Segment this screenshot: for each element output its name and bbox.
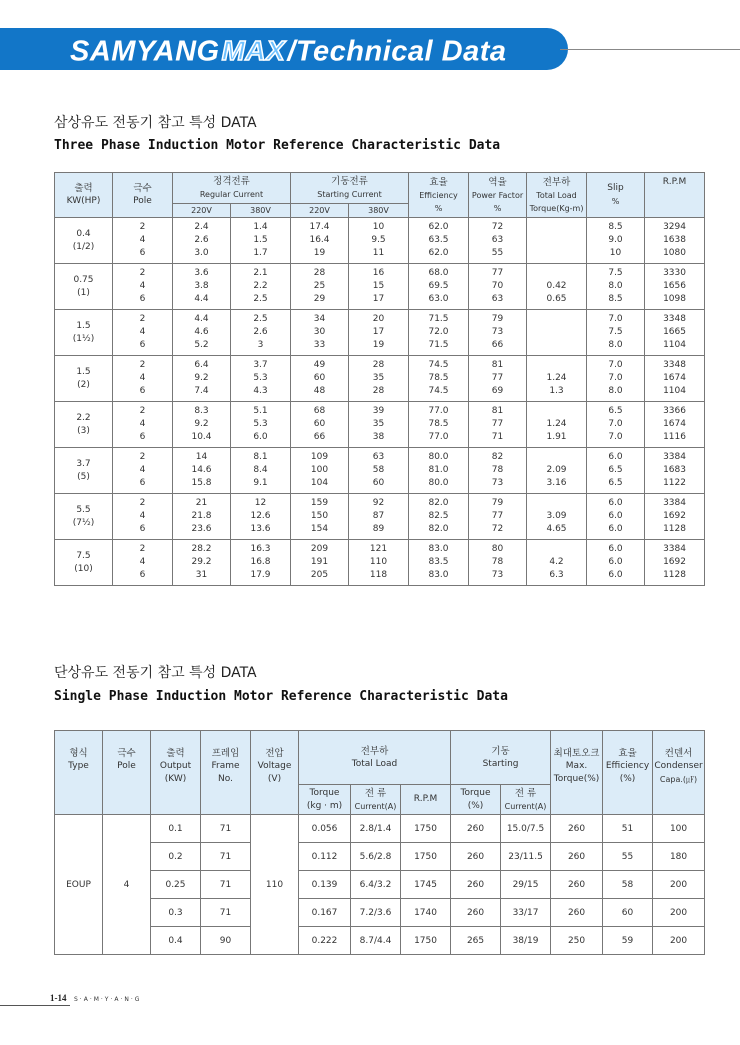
output-cell: 0.25 — [151, 871, 201, 899]
table-row — [55, 871, 705, 899]
eff-cell: 71.5 72.0 71.5 — [409, 310, 469, 356]
r220-cell: 14 14.6 15.8 — [173, 448, 231, 494]
torque-cell: 0.222 — [299, 927, 351, 955]
output-cell: 1.5 (1½) — [55, 310, 113, 356]
frame-cell: 71 — [201, 843, 251, 871]
col-max-torque: 최대토오크 Max. Torque(%) — [551, 731, 603, 815]
pole-cell: 2 4 6 — [113, 310, 173, 356]
col-condenser: 컨덴서 Condenser Capa.(㎌) — [653, 731, 705, 815]
max-logo: MAX — [221, 35, 286, 67]
table-row — [55, 264, 705, 310]
table-row — [55, 815, 705, 843]
output-cell: 0.4 — [151, 927, 201, 955]
table-row — [55, 540, 705, 586]
output-cell: 0.2 — [151, 843, 201, 871]
table-row — [55, 402, 705, 448]
current-cell: 6.4/3.2 — [351, 871, 401, 899]
output-cell: 2.2 (3) — [55, 402, 113, 448]
rpm-cell: 3366 1674 1116 — [645, 402, 705, 448]
torque-cell: 0.42 0.65 — [527, 264, 587, 310]
slip-cell: 7.5 8.0 8.5 — [587, 264, 645, 310]
pf-cell: 79 77 72 — [469, 494, 527, 540]
max-cell: 260 — [551, 815, 603, 843]
slip-cell: 6.5 7.0 7.0 — [587, 402, 645, 448]
col-slip: Slip % — [587, 173, 645, 218]
header-rule — [560, 49, 740, 50]
s380-cell: 28 35 28 — [349, 356, 409, 402]
table-row — [55, 310, 705, 356]
st_current-cell: 33/17 — [501, 899, 551, 927]
eff-cell: 55 — [603, 843, 653, 871]
r220-cell: 4.4 4.6 5.2 — [173, 310, 231, 356]
torque-cell: 2.09 3.16 — [527, 448, 587, 494]
col-starting-380v: 380V — [349, 204, 409, 218]
table-row — [55, 927, 705, 955]
r220-cell: 6.4 9.2 7.4 — [173, 356, 231, 402]
pf-cell: 79 73 66 — [469, 310, 527, 356]
st_torque-cell: 260 — [451, 843, 501, 871]
r380-cell: 12 12.6 13.6 — [231, 494, 291, 540]
brand-name: SAMYANG — [70, 35, 220, 68]
col-starting-220v: 220V — [291, 204, 349, 218]
frame-cell: 71 — [201, 899, 251, 927]
st_current-cell: 23/11.5 — [501, 843, 551, 871]
pole-cell: 2 4 6 — [113, 540, 173, 586]
r380-cell: 1.4 1.5 1.7 — [231, 218, 291, 264]
eff-cell: 77.0 78.5 77.0 — [409, 402, 469, 448]
rpm-cell: 3384 1692 1128 — [645, 540, 705, 586]
col-regular-220v: 220V — [173, 204, 231, 218]
eff-cell: 74.5 78.5 74.5 — [409, 356, 469, 402]
three-phase-title-kr: 삼상유도 전동기 참고 특성 DATA — [54, 115, 257, 131]
single-phase-table — [54, 730, 705, 955]
torque-cell: 4.2 6.3 — [527, 540, 587, 586]
col-regular-current: 정격전류 Regular Current — [173, 173, 291, 204]
r380-cell: 2.1 2.2 2.5 — [231, 264, 291, 310]
pole-cell: 4 — [103, 815, 151, 955]
col-voltage: 전압 Voltage (V) — [251, 731, 299, 815]
rpm-cell: 3384 1683 1122 — [645, 448, 705, 494]
s380-cell: 10 9.5 11 — [349, 218, 409, 264]
single-phase-title-kr: 단상유도 전동기 참고 특성 DATA — [54, 665, 257, 681]
torque-cell — [527, 218, 587, 264]
s380-cell: 16 15 17 — [349, 264, 409, 310]
pole-cell: 2 4 6 — [113, 264, 173, 310]
slip-cell: 6.0 6.0 6.0 — [587, 540, 645, 586]
page-title: /Technical Data — [287, 35, 507, 68]
st_current-cell: 38/19 — [501, 927, 551, 955]
table-row — [55, 494, 705, 540]
col-load-torque: Torque (kg · m) — [299, 785, 351, 815]
pole-cell: 2 4 6 — [113, 494, 173, 540]
r220-cell: 8.3 9.2 10.4 — [173, 402, 231, 448]
s220-cell: 28 25 29 — [291, 264, 349, 310]
type-cell: EOUP — [55, 815, 103, 955]
output-cell: 0.1 — [151, 815, 201, 843]
pole-cell: 2 4 6 — [113, 356, 173, 402]
eff-cell: 62.0 63.5 62.0 — [409, 218, 469, 264]
col-efficiency: 효율 Efficiency % — [409, 173, 469, 218]
max-cell: 260 — [551, 843, 603, 871]
col-frame: 프레임 Frame No. — [201, 731, 251, 815]
st_torque-cell: 265 — [451, 927, 501, 955]
rpm-cell: 3294 1638 1080 — [645, 218, 705, 264]
current-cell: 8.7/4.4 — [351, 927, 401, 955]
slip-cell: 6.0 6.5 6.5 — [587, 448, 645, 494]
eff-cell: 68.0 69.5 63.0 — [409, 264, 469, 310]
rpm-cell: 3348 1674 1104 — [645, 356, 705, 402]
r220-cell: 21 21.8 23.6 — [173, 494, 231, 540]
rpm-cell: 1750 — [401, 843, 451, 871]
footer-rule — [0, 1005, 70, 1006]
table-row — [55, 218, 705, 264]
st_current-cell: 29/15 — [501, 871, 551, 899]
col-load-rpm: R.P.M — [401, 785, 451, 815]
col-power-factor: 역율 Power Factor % — [469, 173, 527, 218]
col-output: 출력 Output (KW) — [151, 731, 201, 815]
col-total-load: 전부하 Total Load — [299, 731, 451, 785]
voltage-cell: 110 — [251, 815, 299, 955]
pole-cell: 2 4 6 — [113, 448, 173, 494]
cond-cell: 100 — [653, 815, 705, 843]
pf-cell: 81 77 71 — [469, 402, 527, 448]
rpm-cell: 1750 — [401, 815, 451, 843]
s220-cell: 159 150 154 — [291, 494, 349, 540]
st_current-cell: 15.0/7.5 — [501, 815, 551, 843]
max-cell: 250 — [551, 927, 603, 955]
col-type: 형식 Type — [55, 731, 103, 815]
rpm-cell: 3330 1656 1098 — [645, 264, 705, 310]
table-row — [55, 356, 705, 402]
s380-cell: 92 87 89 — [349, 494, 409, 540]
col-pole: 극수 Pole — [113, 173, 173, 218]
current-cell: 2.8/1.4 — [351, 815, 401, 843]
eff-cell: 82.0 82.5 82.0 — [409, 494, 469, 540]
pole-cell: 2 4 6 — [113, 218, 173, 264]
slip-cell: 6.0 6.0 6.0 — [587, 494, 645, 540]
rpm-cell: 1740 — [401, 899, 451, 927]
s220-cell: 68 60 66 — [291, 402, 349, 448]
rpm-cell: 1745 — [401, 871, 451, 899]
three-phase-table — [54, 172, 705, 586]
output-cell: 0.3 — [151, 899, 201, 927]
s380-cell: 121 110 118 — [349, 540, 409, 586]
r380-cell: 5.1 5.3 6.0 — [231, 402, 291, 448]
max-cell: 260 — [551, 899, 603, 927]
col-starting: 기동 Starting — [451, 731, 551, 785]
r380-cell: 2.5 2.6 3 — [231, 310, 291, 356]
s380-cell: 39 35 38 — [349, 402, 409, 448]
eff-cell: 83.0 83.5 83.0 — [409, 540, 469, 586]
pole-cell: 2 4 6 — [113, 402, 173, 448]
eff-cell: 60 — [603, 899, 653, 927]
rpm-cell: 3384 1692 1128 — [645, 494, 705, 540]
r380-cell: 16.3 16.8 17.9 — [231, 540, 291, 586]
col-total-load: 전부하 Total Load Torque(Kg-m) — [527, 173, 587, 218]
frame-cell: 71 — [201, 871, 251, 899]
slip-cell: 7.0 7.0 8.0 — [587, 356, 645, 402]
pf-cell: 81 77 69 — [469, 356, 527, 402]
torque-cell: 0.167 — [299, 899, 351, 927]
pf-cell: 72 63 55 — [469, 218, 527, 264]
current-cell: 5.6/2.8 — [351, 843, 401, 871]
eff-cell: 80.0 81.0 80.0 — [409, 448, 469, 494]
three-phase-title-en: Three Phase Induction Motor Reference Characteristic Data — [54, 138, 501, 153]
frame-cell: 71 — [201, 815, 251, 843]
col-starting-current: 기동전류 Starting Current — [291, 173, 409, 204]
cond-cell: 200 — [653, 871, 705, 899]
torque-cell: 0.139 — [299, 871, 351, 899]
s220-cell: 109 100 104 — [291, 448, 349, 494]
header-title — [70, 30, 506, 70]
page-number: 1-14 — [50, 993, 67, 1003]
pf-cell: 80 78 73 — [469, 540, 527, 586]
r220-cell: 2.4 2.6 3.0 — [173, 218, 231, 264]
col-rpm: R.P.M — [645, 173, 705, 218]
col-start-torque: Torque (%) — [451, 785, 501, 815]
r220-cell: 3.6 3.8 4.4 — [173, 264, 231, 310]
rpm-cell: 3348 1665 1104 — [645, 310, 705, 356]
output-cell: 7.5 (10) — [55, 540, 113, 586]
s220-cell: 49 60 48 — [291, 356, 349, 402]
col-efficiency: 효율 Efficiency (%) — [603, 731, 653, 815]
output-cell: 5.5 (7½) — [55, 494, 113, 540]
torque-cell: 1.24 1.91 — [527, 402, 587, 448]
st_torque-cell: 260 — [451, 815, 501, 843]
st_torque-cell: 260 — [451, 899, 501, 927]
frame-cell: 90 — [201, 927, 251, 955]
col-start-current: 전 류 Current(A) — [501, 785, 551, 815]
s380-cell: 63 58 60 — [349, 448, 409, 494]
eff-cell: 58 — [603, 871, 653, 899]
cond-cell: 180 — [653, 843, 705, 871]
col-regular-380v: 380V — [231, 204, 291, 218]
torque-cell: 1.24 1.3 — [527, 356, 587, 402]
pf-cell: 77 70 63 — [469, 264, 527, 310]
torque-cell: 0.056 — [299, 815, 351, 843]
s380-cell: 20 17 19 — [349, 310, 409, 356]
col-output: 출력 KW(HP) — [55, 173, 113, 218]
torque-cell — [527, 310, 587, 356]
eff-cell: 59 — [603, 927, 653, 955]
current-cell: 7.2/3.6 — [351, 899, 401, 927]
slip-cell: 7.0 7.5 8.0 — [587, 310, 645, 356]
table-row — [55, 843, 705, 871]
torque-cell: 0.112 — [299, 843, 351, 871]
output-cell: 3.7 (5) — [55, 448, 113, 494]
table-row — [55, 448, 705, 494]
r220-cell: 28.2 29.2 31 — [173, 540, 231, 586]
output-cell: 0.4 (1/2) — [55, 218, 113, 264]
col-load-current: 전 류 Current(A) — [351, 785, 401, 815]
cond-cell: 200 — [653, 899, 705, 927]
table-row — [55, 899, 705, 927]
single-phase-title-en: Single Phase Induction Motor Reference Characteristic Data — [54, 689, 508, 704]
s220-cell: 17.4 16.4 19 — [291, 218, 349, 264]
output-cell: 1.5 (2) — [55, 356, 113, 402]
s220-cell: 209 191 205 — [291, 540, 349, 586]
max-cell: 260 — [551, 871, 603, 899]
eff-cell: 51 — [603, 815, 653, 843]
footer-brand: S·A·M·Y·A·N·G — [74, 996, 142, 1003]
rpm-cell: 1750 — [401, 927, 451, 955]
pf-cell: 82 78 73 — [469, 448, 527, 494]
cond-cell: 200 — [653, 927, 705, 955]
torque-cell: 3.09 4.65 — [527, 494, 587, 540]
output-cell: 0.75 (1) — [55, 264, 113, 310]
st_torque-cell: 260 — [451, 871, 501, 899]
s220-cell: 34 30 33 — [291, 310, 349, 356]
r380-cell: 8.1 8.4 9.1 — [231, 448, 291, 494]
slip-cell: 8.5 9.0 10 — [587, 218, 645, 264]
col-pole: 극수 Pole — [103, 731, 151, 815]
r380-cell: 3.7 5.3 4.3 — [231, 356, 291, 402]
